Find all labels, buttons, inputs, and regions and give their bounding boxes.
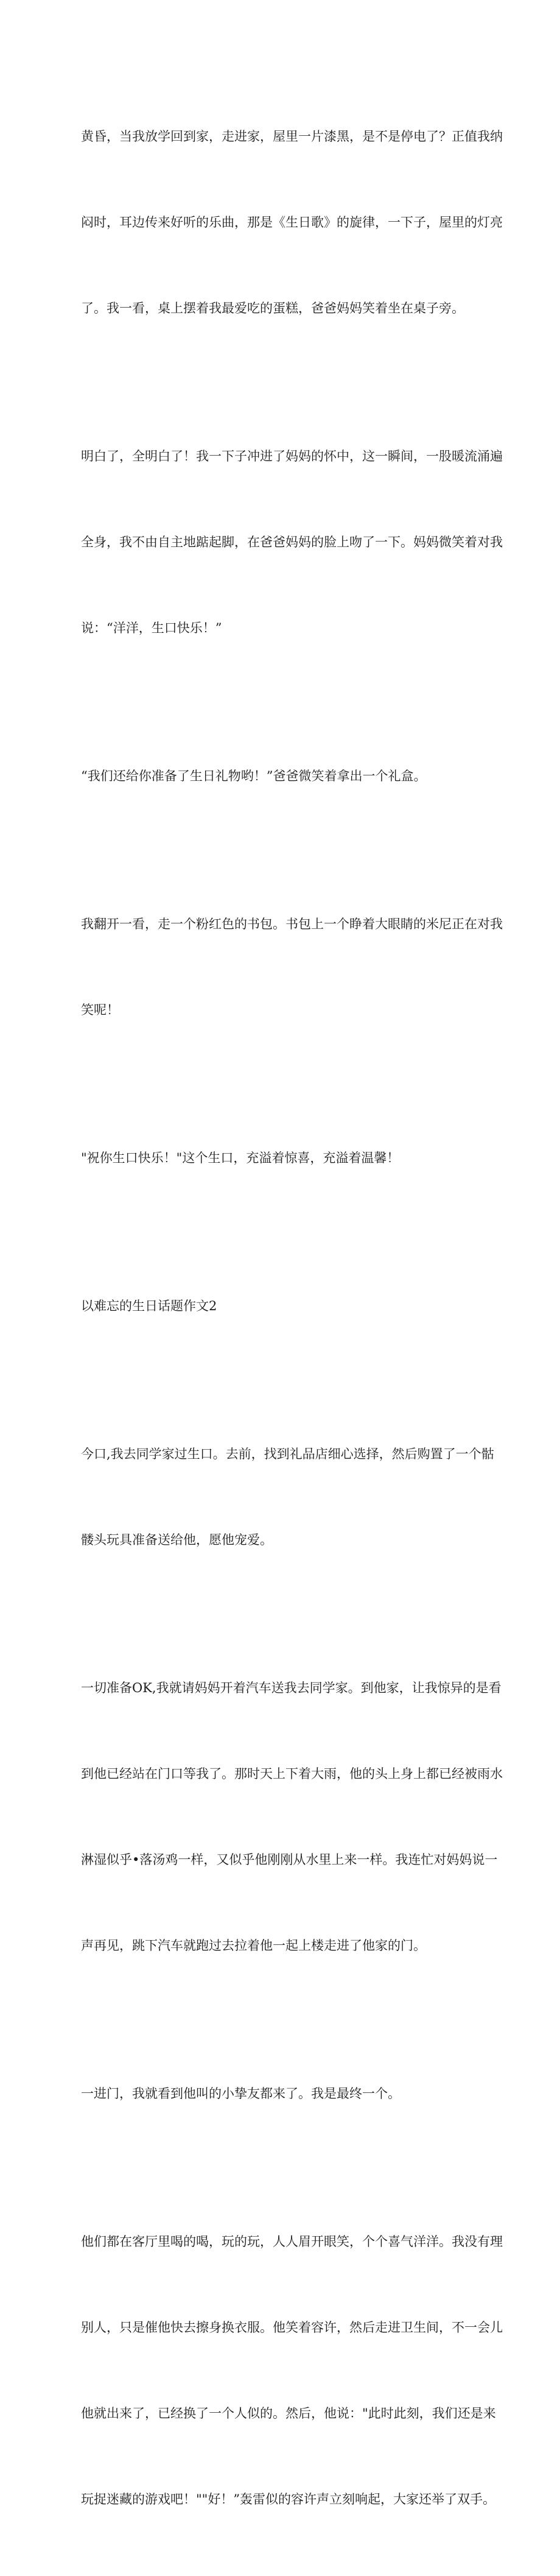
text-line: 他们都在客厅里喝的喝，玩的玩，人人眉开眼笑，个个喜气洋洋。我没有理 — [81, 2234, 503, 2249]
text-line: 别人，只是催他快去擦身换衣服。他笑着容许，然后走进卫生间，不一会儿 — [81, 2320, 503, 2335]
document-body — [81, 65, 503, 2576]
text-line: “我们还给你准备了生日礼物哟！”爸爸微笑着拿出一个礼盒。 — [81, 769, 427, 783]
text-line: 一切准备OK,我就请妈妈开着汽车送我去同学家。到他家，让我惊异的是看 — [81, 1681, 502, 1695]
paragraph-2 — [81, 385, 503, 700]
text-line: "祝你生口快乐！"这个生口，充溢着惊喜，充溢着温馨！ — [81, 1151, 400, 1165]
text-line: 髅头玩具准备送给他，愿他宠爱。 — [81, 1533, 273, 1547]
text-line: 全身，我不由自主地踮起脚，在爸爸妈妈的脸上吻了一下。妈妈微笑着对我 — [81, 535, 503, 549]
paragraph-3 — [81, 705, 489, 848]
text-line: 我翻开一看，走一个粉红色的书包。书包上一个睁着大眼睛的米尼正在对我 — [81, 917, 503, 931]
text-line: 淋湿似乎•落汤鸡一样，又似乎他刚刚从水里上来一样。我连忙对妈妈说一 — [81, 1852, 498, 1867]
paragraph-8 — [81, 2022, 489, 2165]
paragraph-1 — [81, 65, 503, 380]
paragraph-6 — [81, 1383, 494, 1612]
text-line: 一进门，我就看到他叫的小挚友都来了。我是最终一个。 — [81, 2086, 401, 2101]
text-line: 他就出来了，已经换了一个人似的。然后，他说："此时此刻，我们还是来 — [81, 2406, 496, 2421]
text-line: 今口,我去同学家过生口。去前，找到礼品店细心选择，然后购置了一个骷 — [81, 1447, 494, 1461]
paragraph-9 — [81, 2170, 503, 2571]
text-line: 笑呢！ — [81, 1003, 119, 1017]
text-line: 玩捉迷藏的游戏吧！""好！”轰雷似的容许声立刻响起，大家还举了双手。 — [81, 2492, 496, 2507]
text-line: 闷时，耳边传来好听的乐曲，那是《生日歌》的旋律，一下子，屋里的灯亮 — [81, 215, 503, 230]
text-line: 了。我一看，桌上摆着我最爱吃的蛋糕，爸爸妈妈笑着坐在桌子旁。 — [81, 301, 464, 316]
text-line: 黄昏，当我放学回到家，走进家，屋里一片漆黑，是不是停电了？正值我纳 — [81, 129, 503, 144]
section-heading — [81, 1235, 489, 1378]
paragraph-4 — [81, 853, 503, 1082]
paragraph-5 — [81, 1087, 489, 1230]
text-line: 声再见，跳下汽车就跑过去拉着他一起上楼走进了他家的门。 — [81, 1938, 426, 1953]
text-line: 说：“洋洋，生口快乐！” — [81, 621, 222, 635]
text-line: 明白了，全明白了！我一下子冲进了妈妈的怀中，这一瞬间，一股暖流涌遍 — [81, 449, 503, 464]
paragraph-7 — [81, 1617, 503, 2017]
heading-text: 以难忘的生日话题作文2 — [81, 1299, 217, 1313]
text-line: 到他已经站在门口等我了。那时天上下着大雨，他的头上身上都已经被雨水 — [81, 1766, 503, 1781]
